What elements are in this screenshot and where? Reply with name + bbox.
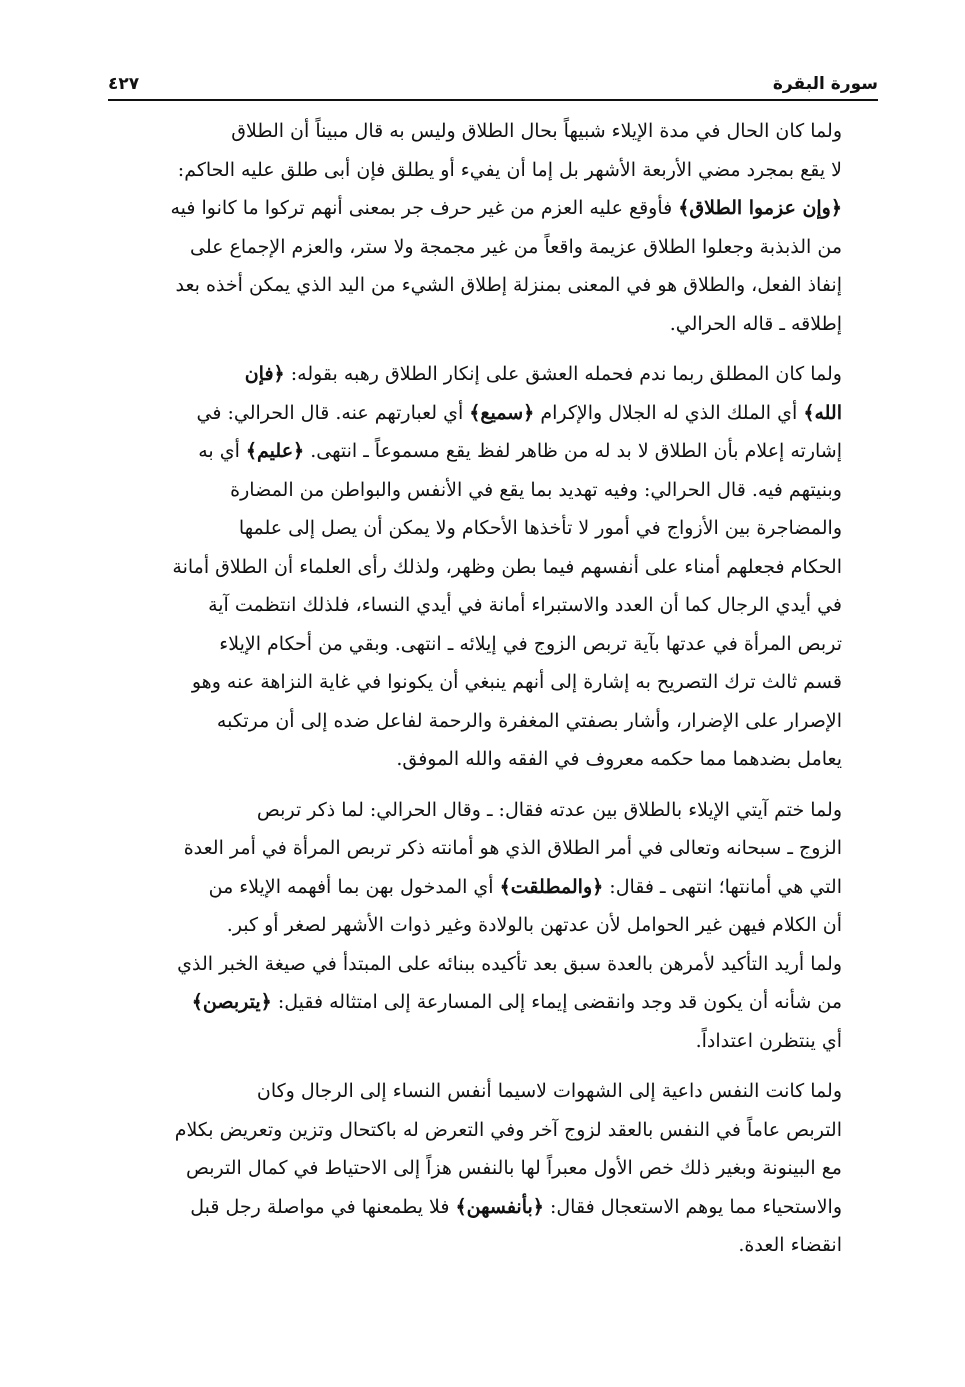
text-segment: أي به — [198, 440, 246, 462]
text-segment: الزوج ـ سبحانه وتعالى في أمر الطلاق الذي هو أمانته ذكر تربص المرأة في أمر العدة — [183, 837, 842, 859]
text-segment: ولما كانت النفس داعية إلى الشهوات لاسيما أنفس النساء إلى الرجال وكان — [256, 1080, 842, 1102]
paragraph — [108, 1072, 878, 1265]
text-segment: إشارته إعلام بأن الطلاق لا بد له من ظاهر لفظ يقع مسموعاً ـ انتهى. — [304, 440, 842, 462]
text-line — [108, 791, 878, 830]
text-line — [108, 189, 878, 228]
text-segment: ولما كان المطلق ربما ندم فحمله العشق على إنكار الطلاق رهبه بقوله: — [284, 363, 842, 385]
text-segment: في أيدي الرجال كما أن العدد والاستبراء أمانة في أيدي النساء، فلذلك انتظمت آية — [208, 594, 842, 616]
text-segment: فلا يطمعنها في مواصلة رجل قبل — [190, 1195, 456, 1218]
text-line — [108, 228, 878, 267]
quran-quote: الله﴾ — [803, 401, 842, 424]
text-segment: مع البينونة وبغير ذلك خص الأول معبراً لها بالنفس هزاً إلى الاحتياط في كمال التربص — [185, 1157, 842, 1179]
text-line — [108, 1226, 878, 1265]
text-segment: أي المدخول بهن بما أفهمه الإيلاء من — [208, 875, 500, 898]
text-line — [108, 112, 878, 151]
quran-quote: ﴿عليم﴾ — [245, 440, 305, 462]
text-line — [108, 1111, 878, 1150]
text-segment: أي الملك الذي له الجلال والإكرام — [534, 401, 804, 424]
text-segment: لا يقع بمجرد مضي الأربعة الأشهر بل إما أن يفيء أو يطلق فإن أبى طلق عليه الحاكم: — [177, 158, 842, 181]
text-line — [108, 1072, 878, 1111]
text-line — [108, 945, 878, 984]
page-number: ٤٢٧ — [108, 74, 140, 94]
text-line — [108, 983, 878, 1022]
text-line — [108, 740, 878, 779]
header-rule — [108, 99, 878, 101]
paragraph — [108, 112, 878, 343]
text-line — [108, 663, 878, 702]
text-segment: التي هي أمانتها؛ انتهى ـ فقال: — [603, 875, 842, 898]
text-segment: يعامل بضدهما مما حكمه معروف في الفقه والله الموفق. — [396, 748, 842, 770]
text-line — [108, 355, 878, 394]
text-line — [108, 305, 878, 344]
text-segment: تربص المرأة في عدتها بآية تربص الزوج في إيلائه ـ انتهى. وبقي من أحكام الإيلاء — [219, 632, 842, 655]
text-segment: الحكام فجعلهم أمناء على أنفسهم فيما بطن وظهر، ولذلك رأى العلماء أن الطلاق أمانة — [172, 555, 842, 578]
quran-quote: ﴿سميع﴾ — [469, 401, 535, 424]
text-line — [108, 471, 878, 510]
text-segment: انقضاء العدة. — [738, 1234, 842, 1256]
paragraph — [108, 355, 878, 779]
text-line — [108, 829, 878, 868]
text-line — [108, 586, 878, 625]
surah-title: سورة البقرة — [772, 74, 878, 94]
quran-quote: ﴿فإن — [244, 363, 285, 385]
text-line — [108, 394, 878, 433]
text-segment: من الذبذبة وجعلوا الطلاق عزيمة واقعاً من غير مجمجة ولا ستر، والعزم الإجماع على — [190, 235, 842, 258]
text-line — [108, 1149, 878, 1188]
text-segment: وبنيتهم فيه. قال الحرالي: وفيه تهديد بما يقع في الأنفس والبواطن من المضارة — [230, 478, 842, 501]
text-line — [108, 906, 878, 945]
text-segment: التربص عاماً في النفس بالعقد لزوج آخر وفي التعرض له باكتحال وتزين وتعريض بكلام — [174, 1118, 842, 1141]
text-segment: والاستحياء مما يوهم الاستعجال فقال: — [543, 1195, 842, 1218]
quran-quote: ﴿بأنفسهن﴾ — [455, 1195, 544, 1218]
text-segment: الإصرار على الإضرار، وأشار بصفتي المغفرة والرحمة لفاعل ضده إلى أن مرتكبه — [216, 709, 842, 732]
text-line — [108, 702, 878, 741]
quran-quote: ﴿وإن عزموا الطلاق﴾ — [678, 197, 842, 219]
text-line — [108, 266, 878, 305]
page-header — [108, 66, 878, 94]
text-segment: والمضاجرة بين الأزواج في أمور لا تأخذها الأحكام ولا يمكن أن يصل إلى علمها — [238, 517, 842, 539]
text-segment: ولما كان الحال في مدة الإيلاء شبيهاً بحال الطلاق وليس به قال مبيناً أن الطلاق — [231, 120, 842, 142]
text-segment: فأوقع عليه العزم من غير حرف جر بمعنى أنهم تركوا ما كانوا فيه — [170, 197, 679, 219]
text-line — [108, 868, 878, 907]
text-segment: أن الكلام فيهن غير الحوامل لأن عدتهن بالولادة وغير ذوات الأشهر لصغر أو كبر. — [226, 914, 842, 936]
text-segment: من شأنه أن يكون قد وجد وانقضى إيماء إلى المسارعة إلى امتثاله فقيل: — [271, 991, 842, 1013]
text-line — [108, 548, 878, 587]
paragraph — [108, 791, 878, 1061]
text-line — [108, 1188, 878, 1227]
text-segment: قسم ثالث ترك التصريح به إشارة إلى أنهم ينبغي أن يكونوا في غاية النزاهة عنه وهو — [191, 671, 842, 693]
text-line — [108, 432, 878, 471]
quran-quote: ﴿يتربصن﴾ — [191, 991, 272, 1013]
text-segment: إنفاذ الفعل، والطلاق هو في المعنى بمنزلة إطلاق الشيء من اليد الذي يمكن أخذه بعد — [175, 274, 842, 296]
text-segment: إطلاقه ـ قاله الحرالي. — [669, 312, 842, 335]
text-segment: أي لعبارتهم عنه. قال الحرالي: في — [196, 401, 470, 424]
text-line — [108, 509, 878, 548]
text-segment: ولما أريد التأكيد لأمرهن بالعدة سبق بعد تأكيده ببنائه على المبتدأ في صيغة الخبر الذي — [177, 952, 842, 975]
text-line — [108, 625, 878, 664]
text-segment: أي ينتظرن اعتداداً. — [695, 1029, 842, 1052]
text-line — [108, 1022, 878, 1061]
text-segment: ولما ختم آيتي الإيلاء بالطلاق بين عدته فقال: ـ وقال الحرالي: لما ذكر تربص — [256, 798, 842, 821]
quran-quote: ﴿والمطلقت﴾ — [499, 875, 604, 898]
text-line — [108, 151, 878, 190]
page-body — [108, 112, 878, 1277]
